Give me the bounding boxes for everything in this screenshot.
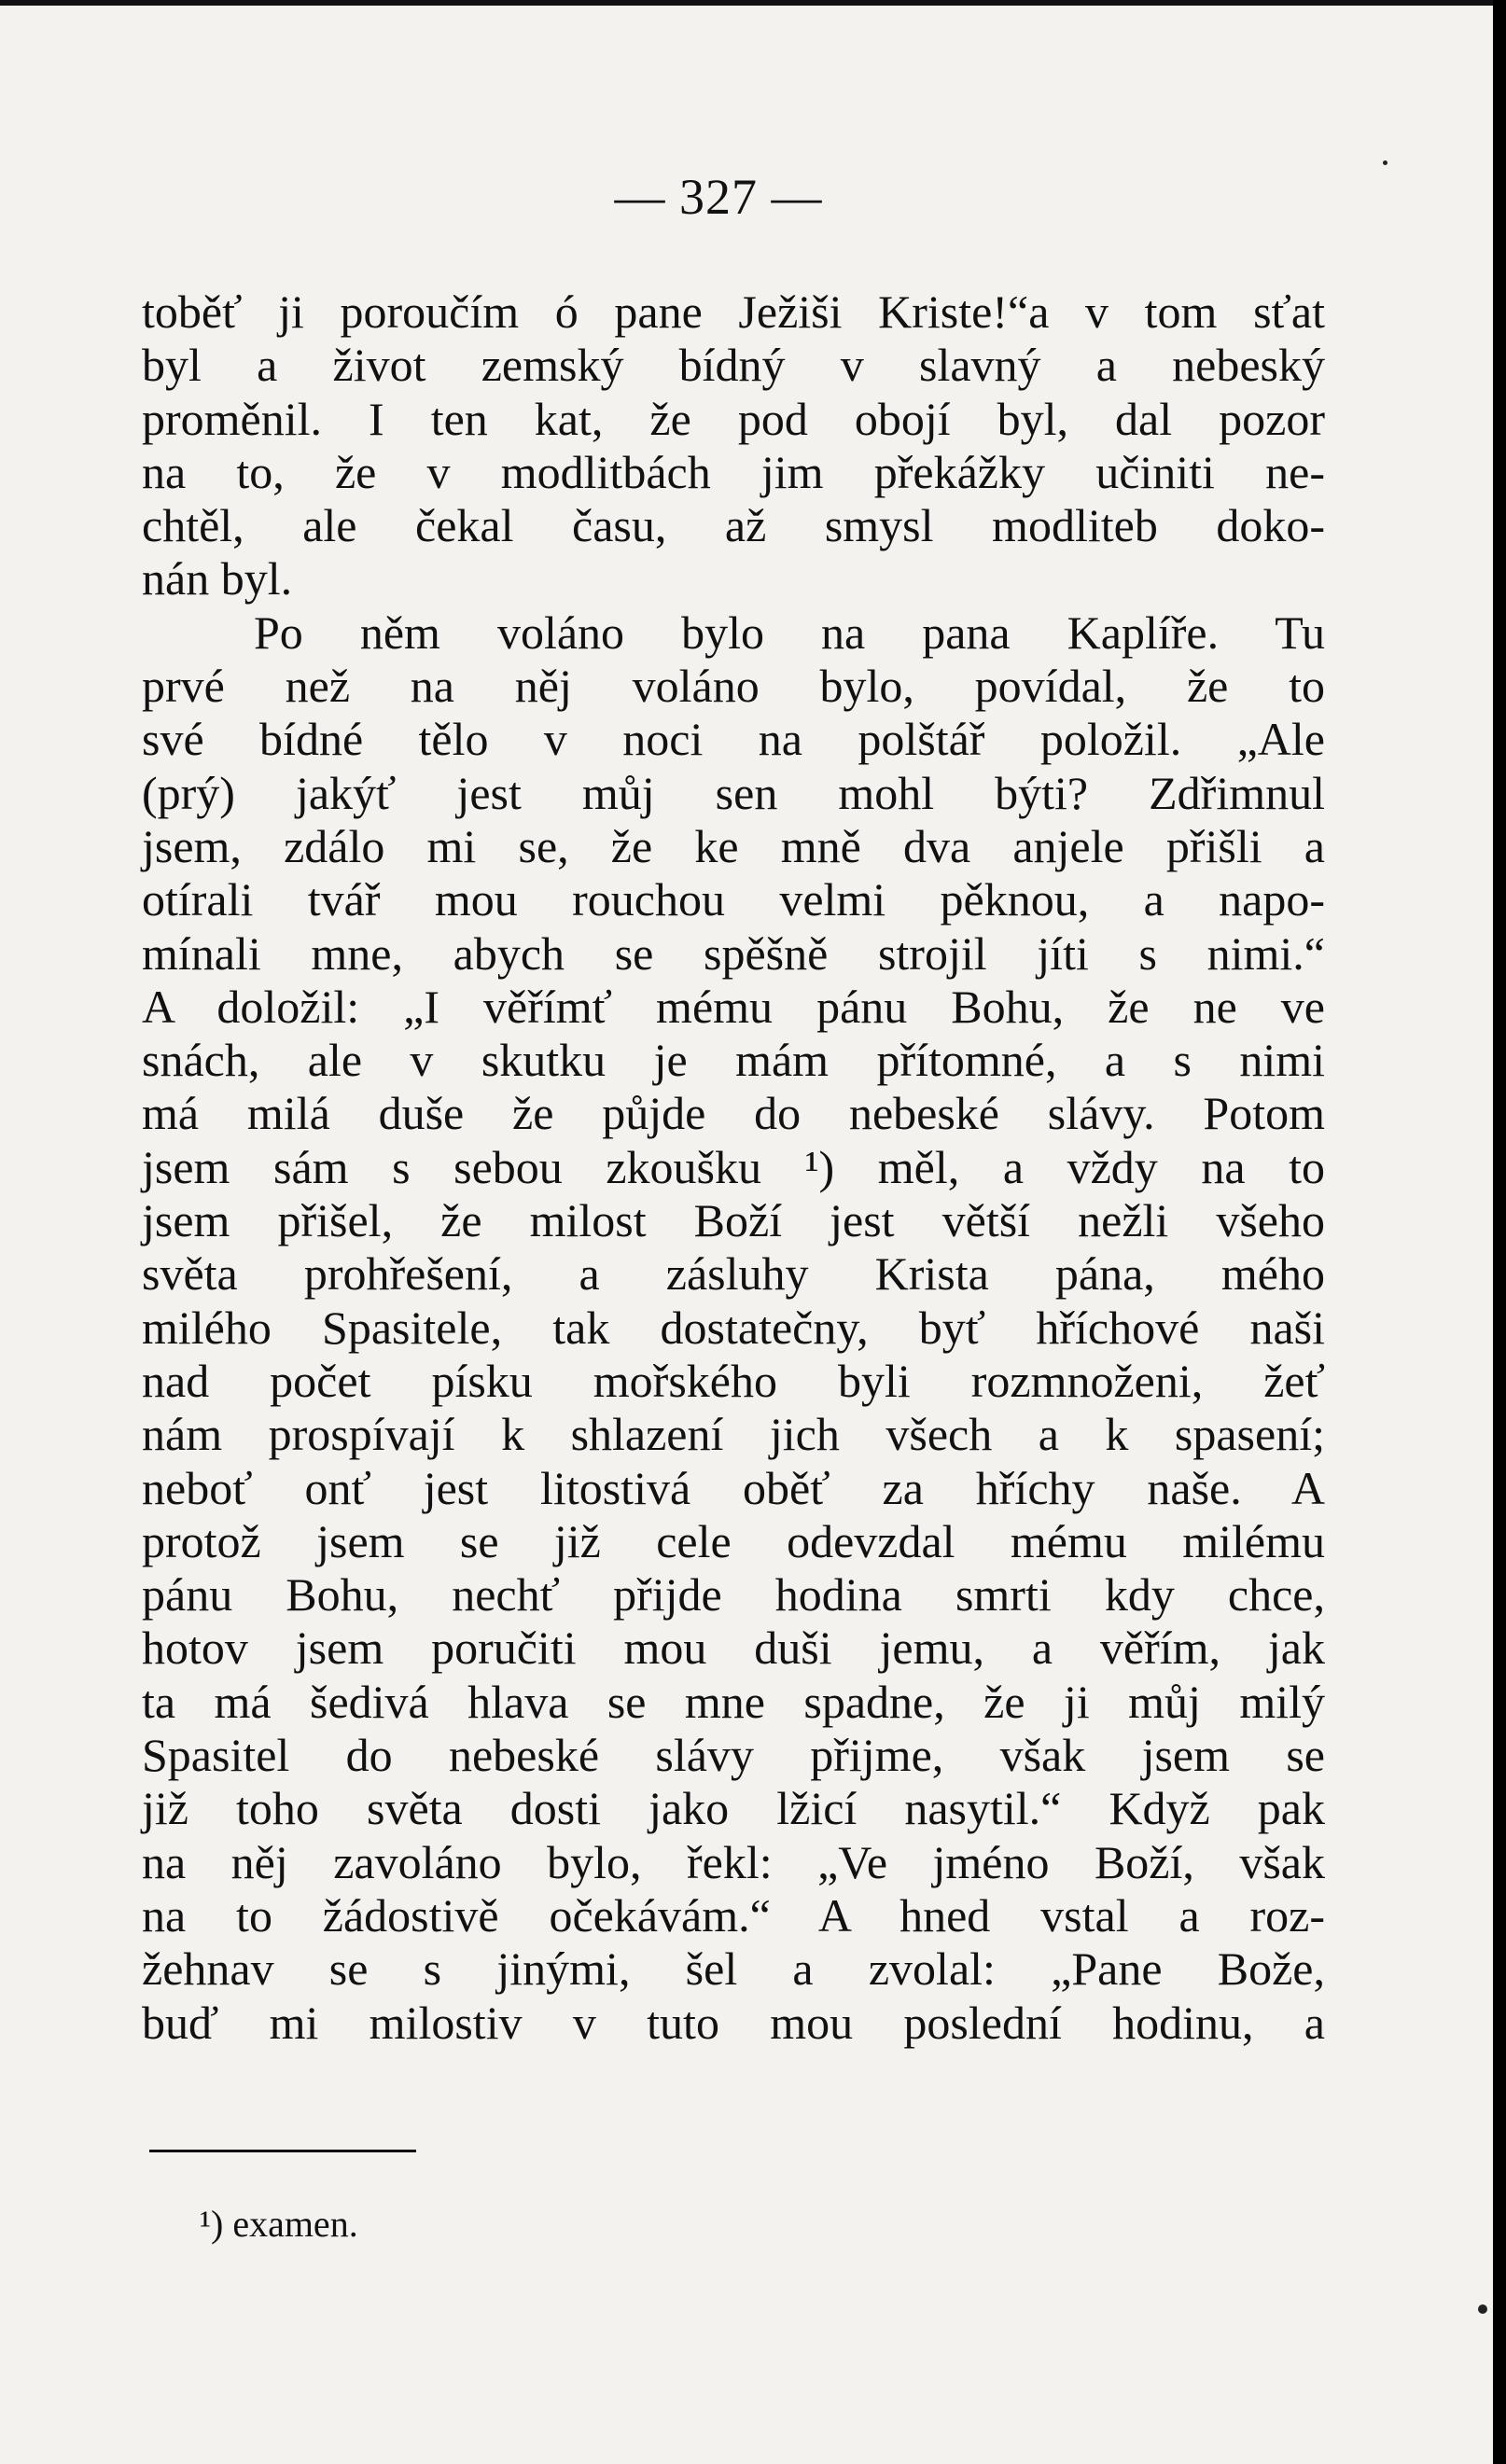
- footnote: ¹) examen.: [200, 2203, 358, 2245]
- text-line: již toho světa dosti jako lžicí nasytil.“ Když pak: [142, 1782, 1325, 1835]
- text-line: (prý) jakýť jest můj sen mohl býti? Zdřimnul: [142, 766, 1325, 819]
- text-line: protož jsem se již cele odevzdal mému milému: [142, 1514, 1325, 1567]
- text-line: nám prospívají k shlazení jich všech a k spasení;: [142, 1408, 1325, 1461]
- scan-speck: [1383, 160, 1387, 165]
- top-edge-rule: [0, 0, 1493, 6]
- text-line: hotov jsem poručiti mou duši jemu, a věřím, jak: [142, 1622, 1325, 1675]
- text-line: prvé než na něj voláno bylo, povídal, že to: [142, 660, 1325, 713]
- text-line: nad počet písku mořského byli rozmnoženi, žeť: [142, 1354, 1325, 1407]
- text-line: na něj zavoláno bylo, řekl: „Ve jméno Boží, však: [142, 1835, 1325, 1888]
- text-line: jsem sám s sebou zkoušku ¹) měl, a vždy na to: [142, 1140, 1325, 1193]
- text-line: buď mi milostiv v tuto mou poslední hodinu, a: [142, 1996, 1325, 2049]
- text-line: mínali mne, abych se spěšně strojil jíti s nimi.“: [142, 926, 1325, 980]
- text-line: na to žádostivě očekávám.“ A hned vstal a roz-: [142, 1888, 1325, 1942]
- text-line: jsem, zdálo mi se, že ke mně dva anjele přišli a: [142, 819, 1325, 872]
- text-line: chtěl, ale čekal času, až smysl modliteb doko-: [142, 499, 1325, 552]
- body-text: [142, 285, 1325, 2050]
- text-line: Spasitel do nebeské slávy přijme, však jsem se: [142, 1729, 1325, 1782]
- text-line: jsem přišel, že milost Boží jest větší nežli všeho: [142, 1194, 1325, 1247]
- text-line: toběť ji poroučím ó pane Ježiši Kriste!“a v tom sťat: [142, 285, 1325, 338]
- text-line: ta má šedivá hlava se mne spadne, že ji můj milý: [142, 1675, 1325, 1728]
- text-line: nán byl.: [142, 552, 293, 606]
- text-line: milého Spasitele, tak dostatečny, byť hříchové naši: [142, 1301, 1325, 1354]
- text-line: proměnil. I ten kat, že pod obojí byl, dal pozor: [142, 392, 1325, 445]
- paragraph-start-line: Po něm voláno bylo na pana Kaplíře. Tu: [254, 606, 1325, 659]
- page-number: — 327 —: [614, 169, 823, 225]
- text-line: své bídné tělo v noci na polštář položil. „Ale: [142, 713, 1325, 766]
- text-line: A doložil: „I věřímť mému pánu Bohu, že ne ve: [142, 980, 1325, 1033]
- text-line: žehnav se s jinými, šel a zvolal: „Pane Bože,: [142, 1942, 1325, 1996]
- text-line: pánu Bohu, nechť přijde hodina smrti kdy chce,: [142, 1568, 1325, 1622]
- text-line: má milá duše že půjde do nebeské slávy. Potom: [142, 1087, 1325, 1140]
- text-line: otírali tvář mou rouchou velmi pěknou, a napo-: [142, 873, 1325, 926]
- scan-speck: [1478, 2304, 1487, 2314]
- text-line: na to, že v modlitbách jim překážky učiniti ne-: [142, 445, 1325, 498]
- text-line: snách, ale v skutku je mám přítomné, a s nimi: [142, 1034, 1325, 1087]
- footnote-divider: [149, 2150, 416, 2152]
- text-line: světa prohřešení, a zásluhy Krista pána, mého: [142, 1247, 1325, 1301]
- text-line: neboť onť jest litostivá oběť za hříchy naše. A: [142, 1461, 1325, 1514]
- text-line: byl a život zemský bídný v slavný a nebeský: [142, 339, 1325, 392]
